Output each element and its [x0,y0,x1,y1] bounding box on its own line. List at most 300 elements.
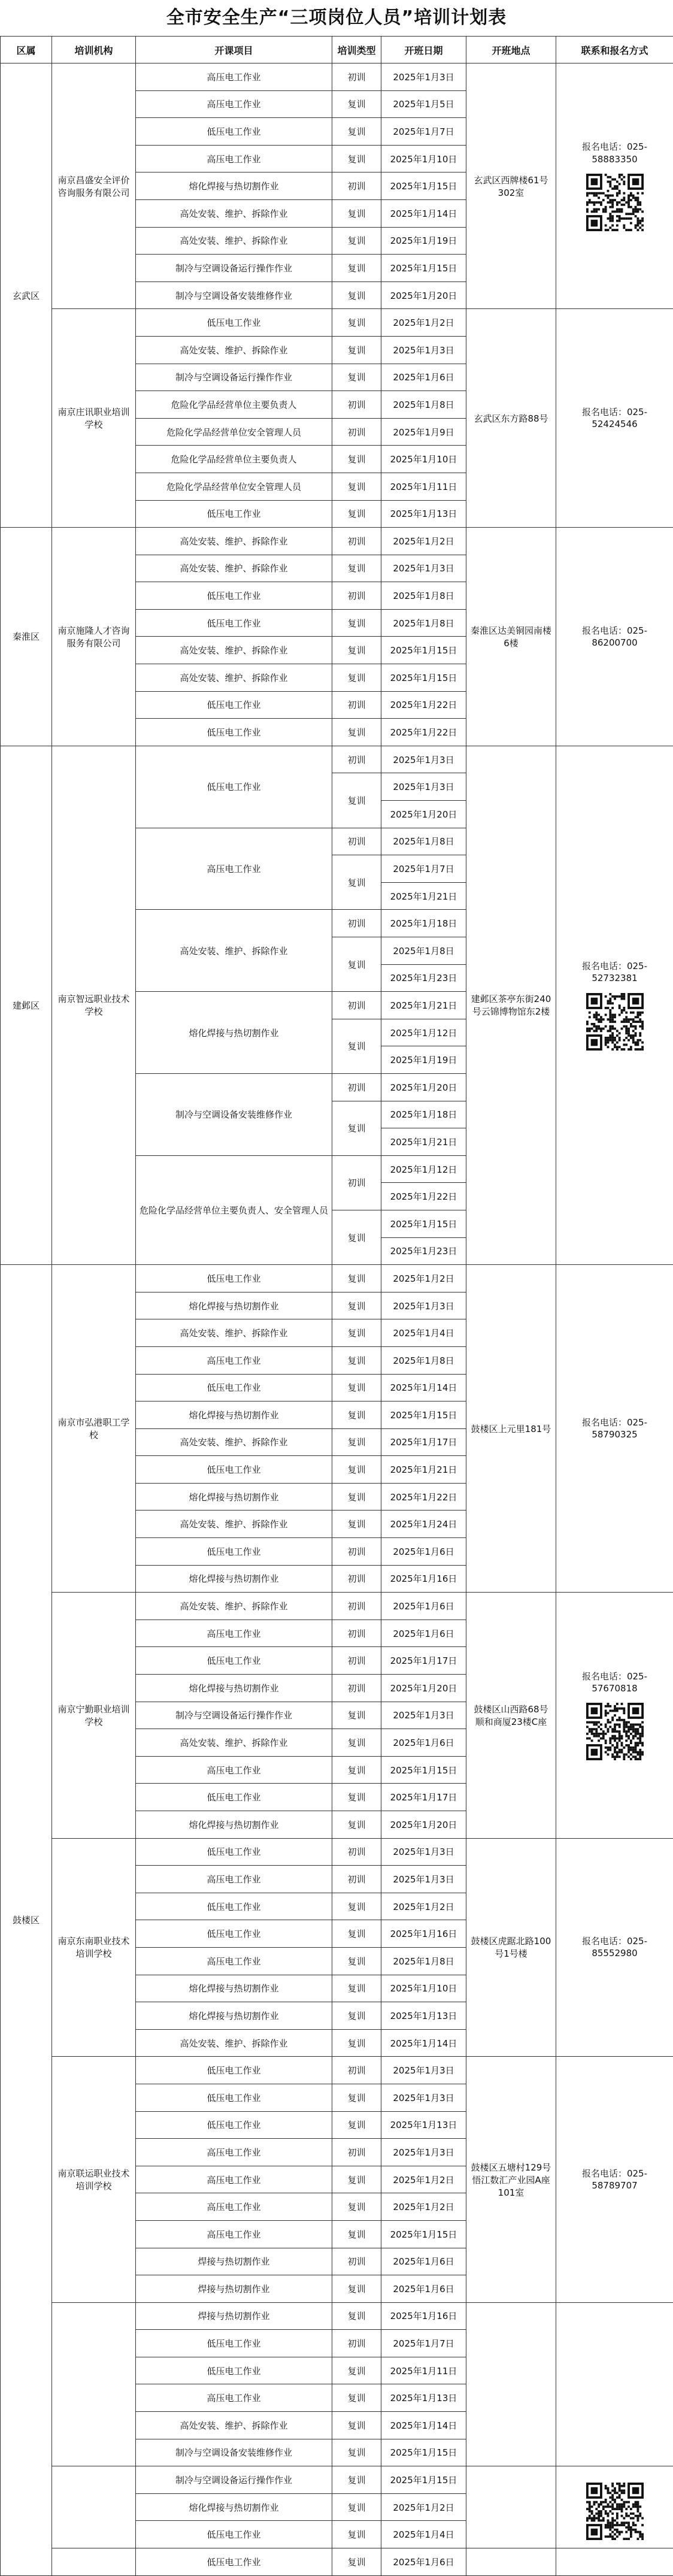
date-text: 2025年1月24日 [390,1519,457,1530]
cell-date [381,1401,466,1429]
type-text: 复训 [347,1355,365,1366]
cell-type [332,1019,381,1073]
cell-contact [556,63,673,309]
cell-type [332,1428,381,1456]
course-text: 制冷与空调设备运行操作作业 [175,372,292,383]
cell-date [381,1593,466,1620]
type-text: 复训 [347,1492,365,1503]
type-text: 初训 [347,1874,365,1885]
course-text: 高压电工作业 [207,1765,260,1776]
date-text: 2025年1月13日 [390,2011,457,2021]
type-text: 初训 [347,1546,365,1557]
date-text: 2025年1月7日 [393,126,454,137]
header-institution: 培训机构 [52,37,136,63]
cell-institution [52,309,136,528]
date-text: 2025年1月21日 [390,1000,457,1011]
type-text: 复训 [347,1519,365,1530]
cell-contact [556,1838,673,2057]
table-body [1,63,673,2576]
location-text: 建邺区茶亭东街240号云锦博物馆东2楼 [471,994,551,1017]
cell-type [332,1265,381,1292]
course-text: 制冷与空调设备安装维修作业 [175,290,292,301]
location-text: 鼓楼区五塘村129号悟江数汇产业园A座101室 [471,2162,551,2198]
cell-date [381,172,466,200]
cell-course [136,255,332,282]
cell-contact [556,746,673,1264]
cell-course [136,1620,332,1647]
cell-course [136,1975,332,2002]
header-date: 开班日期 [381,37,466,63]
course-text: 高压电工作业 [207,1874,260,1885]
date-text: 2025年1月3日 [393,2093,454,2103]
cell-course [136,2139,332,2166]
date-text: 2025年1月8日 [393,1355,454,1366]
type-text: 复训 [347,126,365,137]
type-text: 初训 [347,2338,365,2349]
cell-course [136,582,332,610]
course-text: 低压电工作业 [207,2065,260,2076]
date-text: 2025年1月15日 [390,2447,457,2458]
type-text: 复训 [347,1792,365,1803]
type-text: 初训 [347,1683,365,1694]
cell-date [381,2248,466,2275]
cell-date [381,2439,466,2466]
type-text: 复训 [347,1041,365,1052]
course-text: 高处安装、维护、拆除作业 [180,2038,287,2049]
type-text: 复训 [347,1437,365,1448]
cell-location [466,1838,556,2057]
cell-type [332,773,381,828]
contact-text: 报名电话：025-52424546 [582,407,647,429]
cell-date [381,528,466,555]
cell-course [136,2029,332,2057]
qr-code-icon [586,2483,644,2540]
header-type: 培训类型 [332,37,381,63]
cell-date [381,309,466,337]
table-row [1,528,673,555]
cell-type [332,528,381,555]
table-header-row [1,37,673,63]
cell-contact [556,1265,673,1593]
course-text: 危险化学品经营单位主要负责人、安全管理人员 [140,1205,328,1216]
cell-type [332,90,381,118]
cell-type [332,1319,381,1347]
cell-type [332,2029,381,2057]
cell-date [381,1975,466,2002]
cell-type [332,1920,381,1948]
cell-course [136,63,332,91]
cell-type [332,1729,381,1757]
cell-date [381,2002,466,2030]
date-text: 2025年1月14日 [390,1382,457,1393]
cell-district [1,528,52,746]
cell-institution [52,2548,136,2576]
location-text: 秦淮区达美铜园南楼6楼 [471,625,551,649]
cell-type [332,1483,381,1511]
cell-type [332,2193,381,2221]
course-text: 熔化焊接与热切割作业 [189,2011,278,2021]
cell-course [136,555,332,582]
institution-text: 南京宁勤职业培训学校 [57,1704,129,1727]
type-text: 初训 [347,1000,365,1011]
cell-course [136,500,332,528]
cell-date [381,446,466,473]
type-text: 复训 [347,1956,365,1967]
cell-type [332,637,381,664]
type-text: 复训 [347,2447,365,2458]
course-text: 低压电工作业 [207,1382,260,1393]
course-text: 高压电工作业 [207,1355,260,1366]
cell-type [332,1346,381,1374]
cell-type [332,2493,381,2521]
date-text: 2025年1月22日 [390,1191,457,1202]
cell-type [332,2439,381,2466]
course-text: 熔化焊接与热切割作业 [189,2502,278,2513]
cell-course [136,1073,332,1155]
contact-text: 报名电话：025-58883350 [582,141,647,164]
type-text: 复训 [347,1820,365,1830]
cell-type [332,1401,381,1429]
institution-text: 南京庄讯职业培训学校 [57,407,129,430]
cell-type [332,1593,381,1620]
cell-type [332,2057,381,2084]
cell-course [136,2330,332,2357]
cell-institution [52,1838,136,2057]
cell-date [381,801,466,828]
date-text: 2025年1月15日 [390,2229,457,2240]
cell-course [136,1838,332,1866]
cell-date [381,145,466,172]
date-text: 2025年1月11日 [390,2366,457,2377]
type-text: 复训 [347,372,365,383]
course-text: 低压电工作业 [207,1902,260,1912]
type-text: 复训 [347,563,365,574]
cell-date [381,746,466,773]
type-text: 初训 [347,755,365,765]
cell-type [332,2248,381,2275]
course-text: 高处安装、维护、拆除作业 [180,536,287,547]
date-text: 2025年1月3日 [393,2147,454,2158]
type-text: 复训 [347,345,365,356]
type-text: 复训 [347,645,365,656]
header-course: 开课项目 [136,37,332,63]
cell-date [381,2357,466,2384]
course-text: 危险化学品经营单位安全管理人员 [166,427,301,438]
type-text: 初训 [347,1601,365,1612]
course-text: 高处安装、维护、拆除作业 [180,1601,287,1612]
cell-type [332,1893,381,1920]
course-text: 熔化焊接与热切割作业 [189,1820,278,1830]
cell-date [381,1838,466,1866]
cell-date [381,2111,466,2139]
cell-location [466,2057,556,2302]
cell-date [381,719,466,746]
cell-type [332,2166,381,2193]
date-text: 2025年1月6日 [393,2557,454,2568]
cell-course [136,1319,332,1347]
course-text: 焊接与热切割作业 [198,2284,269,2295]
date-text: 2025年1月2日 [393,2202,454,2212]
date-text: 2025年1月16日 [390,1929,457,1939]
cell-type [332,1647,381,1675]
date-text: 2025年1月9日 [393,427,454,438]
cell-date [381,1647,466,1675]
cell-contact [556,2302,673,2466]
cell-date [381,1237,466,1265]
type-text: 初训 [347,1573,365,1584]
cell-course [136,2493,332,2521]
course-text: 高压电工作业 [207,2229,260,2240]
course-text: 制冷与空调设备运行操作作业 [175,2475,292,2486]
course-text: 低压电工作业 [207,1655,260,1666]
cell-course [136,2111,332,2139]
cell-course [136,1866,332,1893]
date-text: 2025年1月22日 [390,700,457,710]
date-text: 2025年1月18日 [390,918,457,929]
institution-text: 南京智远职业技术学校 [57,994,129,1017]
cell-course [136,1265,332,1292]
course-text: 高压电工作业 [207,154,260,165]
cell-institution [52,1593,136,1838]
cell-type [332,2002,381,2030]
type-text: 复训 [347,1710,365,1721]
cell-type [332,1374,381,1401]
cell-contact [556,1593,673,1838]
cell-date [381,500,466,528]
cell-course [136,90,332,118]
cell-type [332,1975,381,2002]
cell-type [332,1838,381,1866]
date-text: 2025年1月3日 [393,782,454,792]
table-row [1,309,673,337]
type-text: 复训 [347,235,365,246]
cell-date [381,90,466,118]
type-text: 初训 [347,2256,365,2267]
cell-course [136,473,332,500]
type-text: 复训 [347,2093,365,2103]
date-text: 2025年1月4日 [393,2529,454,2540]
date-text: 2025年1月11日 [390,482,457,492]
course-text: 危险化学品经营单位主要负责人 [171,454,296,465]
cell-date [381,2193,466,2221]
date-text: 2025年1月8日 [393,1956,454,1967]
date-text: 2025年1月8日 [393,591,454,601]
cell-type [332,609,381,637]
cell-location [466,746,556,1264]
cell-type [332,746,381,773]
type-text: 复训 [347,673,365,683]
date-text: 2025年1月2日 [393,2502,454,2513]
cell-type [332,555,381,582]
cell-date [381,1374,466,1401]
contact-text: 报名电话：025-85552980 [582,1936,647,1959]
cell-date [381,2220,466,2248]
cell-date [381,555,466,582]
date-text: 2025年1月8日 [393,399,454,410]
date-text: 2025年1月7日 [393,2338,454,2349]
type-text: 复训 [347,727,365,738]
course-text: 低压电工作业 [207,317,260,328]
cell-date [381,364,466,391]
cell-date [381,2548,466,2576]
cell-course [136,1346,332,1374]
cell-type [332,691,381,719]
date-text: 2025年1月21日 [390,1137,457,1148]
cell-course [136,719,332,746]
cell-course [136,1428,332,1456]
cell-date [381,227,466,255]
cell-institution [52,1265,136,1593]
cell-type [332,1947,381,1975]
date-text: 2025年1月23日 [390,973,457,983]
type-text: 复训 [347,154,365,165]
course-text: 低压电工作业 [207,591,260,601]
cell-date [381,1620,466,1647]
table-row [1,746,673,773]
cell-district [1,746,52,1264]
cell-date [381,1019,466,1046]
cell-course [136,2412,332,2439]
date-text: 2025年1月5日 [393,99,454,110]
cell-type [332,281,381,309]
date-text: 2025年1月19日 [390,235,457,246]
contact-text: 报名电话：025-57670818 [582,1671,647,1694]
type-text: 复训 [347,99,365,110]
course-text: 高压电工作业 [207,2175,260,2185]
table-row [1,63,673,91]
course-text: 危险化学品经营单位主要负责人 [171,399,296,410]
type-text: 复训 [347,2475,365,2486]
institution-text: 南京市弘港职工学校 [57,1417,129,1440]
cell-location [466,309,556,528]
course-text: 低压电工作业 [207,2557,260,2568]
cell-course [136,1511,332,1538]
contact-text: 报名电话：025-86200700 [582,625,647,648]
course-text: 焊接与热切割作业 [198,2256,269,2267]
cell-type [332,473,381,500]
qr-code-icon [586,1703,644,1760]
course-text: 高处安装、维护、拆除作业 [180,1437,287,1448]
course-text: 低压电工作业 [207,727,260,738]
contact-text: 报名电话：025-58789707 [582,2168,647,2191]
cell-date [381,882,466,910]
cell-course [136,1647,332,1675]
course-text: 高压电工作业 [207,1628,260,1639]
cell-course [136,1756,332,1784]
cell-date [381,855,466,883]
date-text: 2025年1月20日 [390,1820,457,1830]
cell-date [381,1073,466,1101]
date-text: 2025年1月17日 [390,1655,457,1666]
cell-date [381,937,466,965]
type-text: 复训 [347,2502,365,2513]
course-text: 低压电工作业 [207,1792,260,1803]
cell-course [136,1292,332,1319]
course-text: 高压电工作业 [207,99,260,110]
cell-date [381,2084,466,2111]
date-text: 2025年1月20日 [390,1082,457,1093]
cell-type [332,937,381,992]
type-text: 初训 [347,700,365,710]
cell-type [332,910,381,937]
page-title: 全市安全生产“三项岗位人员”培训计划表 [0,0,673,36]
date-text: 2025年1月8日 [393,836,454,847]
header-location: 开班地点 [466,37,556,63]
date-text: 2025年1月20日 [390,809,457,820]
course-text: 焊接与热切割作业 [198,2311,269,2321]
cell-course [136,2384,332,2412]
location-text: 鼓楼区上元里181号 [471,1424,551,1434]
cell-type [332,992,381,1019]
cell-type [332,1620,381,1647]
location-text: 玄武区东方路88号 [474,413,548,424]
course-text: 低压电工作业 [207,1546,260,1557]
type-text: 初训 [347,72,365,83]
cell-type [332,500,381,528]
cell-type [332,336,381,364]
cell-type [332,2330,381,2357]
cell-institution [52,746,136,1264]
date-text: 2025年1月6日 [393,1628,454,1639]
cell-type [332,2275,381,2303]
cell-date [381,1128,466,1156]
cell-date [381,1702,466,1729]
cell-date [381,2521,466,2548]
cell-date [381,1101,466,1128]
cell-course [136,2057,332,2084]
institution-text: 南京东南职业技术培训学校 [57,1936,129,1959]
date-text: 2025年1月15日 [390,673,457,683]
cell-course [136,2084,332,2111]
course-text: 制冷与空调设备安装维修作业 [175,2447,292,2458]
cell-date [381,1811,466,1839]
type-text: 初训 [347,536,365,547]
cell-type [332,391,381,419]
cell-institution [52,528,136,746]
cell-location [466,1265,556,1593]
course-text: 低压电工作业 [207,1464,260,1475]
cell-type [332,1210,381,1264]
course-text: 低压电工作业 [207,1273,260,1284]
date-text: 2025年1月2日 [393,317,454,328]
course-text: 高压电工作业 [207,72,260,83]
type-text: 复训 [347,1123,365,1134]
cell-course [136,1565,332,1593]
cell-type [332,2302,381,2330]
course-text: 高处安装、维护、拆除作业 [180,645,287,656]
cell-institution [52,63,136,309]
institution-text: 南京施隆人才咨询服务有限公司 [57,625,129,649]
cell-type [332,855,381,910]
cell-date [381,281,466,309]
cell-date [381,2384,466,2412]
date-text: 2025年1月12日 [390,1164,457,1175]
cell-date [381,637,466,664]
table-row [1,2466,673,2494]
type-text: 复训 [347,1929,365,1939]
course-text: 高处安装、维护、拆除作业 [180,235,287,246]
cell-course [136,2357,332,2384]
cell-date [381,1046,466,1074]
date-text: 2025年1月15日 [390,2475,457,2486]
date-text: 2025年1月23日 [390,1246,457,1257]
cell-type [332,1702,381,1729]
date-text: 2025年1月16日 [390,1573,457,1584]
course-text: 高处安装、维护、拆除作业 [180,673,287,683]
cell-date [381,1866,466,1893]
type-text: 初训 [347,591,365,601]
cell-date [381,828,466,855]
